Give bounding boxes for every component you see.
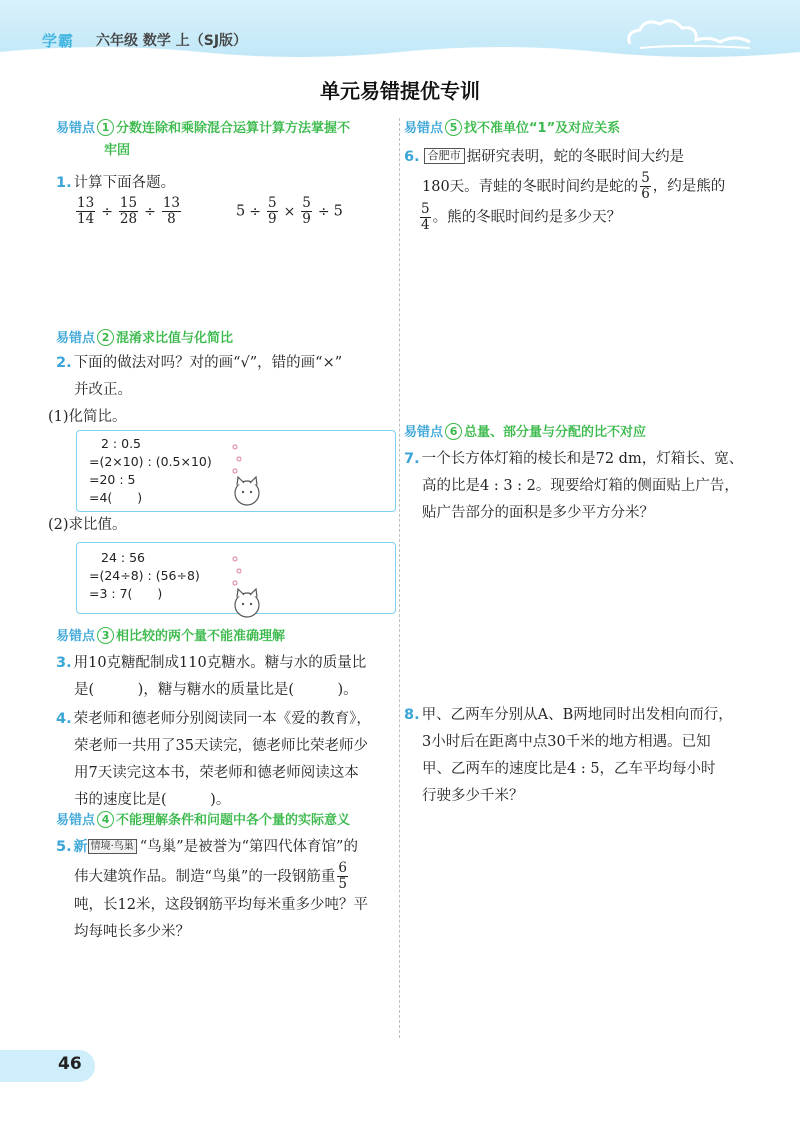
- scene-tag: 情境·鸟巢: [88, 839, 137, 854]
- question-6: 6. 合肥市 据研究表明，蛇的冬眠时间大约是 180天。青蛙的冬眠时间约是蛇的 $\frac{5}{6}$ ，约是熊的 $\frac{5}{4}$ 。熊的冬眠时间约是多少天？: [404, 149, 726, 233]
- question-1: 1. 计算下面各题。: [56, 175, 176, 191]
- q2-working-box-1: 2 : 0.5 =(2×10) : (0.5×10) =20 : 5 =4( ): [76, 430, 396, 512]
- city-tag: 合肥市: [424, 148, 465, 164]
- question-5: 5. 新 情境·鸟巢 “鸟巢”是被誉为“第四代体育馆”的 伟大建筑作品。制造“鸟巢”的一段钢筋重 $\frac{6}{5}$ 吨，长12米，这段钢筋平均每米重多少吨？平 均每吨长多少米？: [56, 834, 391, 946]
- section-heading-3: 易错点 3 相比较的两个量不能准确理解: [56, 629, 286, 644]
- question-8: 8. 甲、乙两车分别从A、B两地同时出发相向而行， 3小时后在距离中点30千米的地方相遇。已知 甲、乙两车的速度比是4 : 5，乙车平均每小时 行驶多少千米？: [404, 707, 733, 804]
- question-7: 7. 一个长方体灯箱的棱长和是72 dm，灯箱长、宽、 高的比是4 : 3 : 2。现要给灯箱的侧面贴上广告， 贴广告部分的面积是多少平方分米？: [404, 451, 744, 521]
- cartoon-cat-icon: [225, 553, 265, 623]
- section-heading-1: 易错点 1 分数连除和乘除混合运算计算方法掌握不 牢固: [56, 121, 351, 158]
- page-number: 46: [58, 1054, 82, 1074]
- book-title: 六年级 数学 上（SJ版）: [96, 33, 248, 49]
- q2-working-box-2: 24 : 56 =(24÷8) : (56÷8) =3 : 7( ): [76, 542, 396, 614]
- cartoon-cat-icon: [225, 441, 265, 511]
- brand-logo: 学霸: [42, 32, 75, 50]
- section-heading-2: 易错点 2 混淆求比值与化简比: [56, 331, 234, 346]
- section-heading-6: 易错点 6 总量、部分量与分配的比不对应: [404, 425, 647, 440]
- new-tag-icon: 新: [73, 839, 88, 855]
- section-heading-4: 易错点 4 不能理解条件和问题中各个量的实际意义: [56, 813, 351, 828]
- page-title: 单元易错提优专训: [320, 79, 480, 103]
- section-heading-5: 易错点 5 找不准单位“1”及对应关系: [404, 121, 621, 136]
- question-2: 2. 下面的做法对吗？对的画“√”，错的画“×” 并改正。 (1)化简比。: [48, 355, 343, 425]
- cloud-icon: [620, 14, 760, 54]
- question-3: 3. 用10克糖配制成110克糖水。糖与水的质量比 是( )，糖与糖水的质量比是( )。: [56, 655, 367, 698]
- question-4: 4. 荣老师和德老师分别阅读同一本《爱的教育》， 荣老师一共用了35天读完，德老师比荣老师少 用7天读完这本书，荣老师和德老师阅读这本 书的速度比是( )。: [56, 711, 371, 808]
- q2-part-2-label: (2)求比值。: [48, 517, 127, 533]
- q1-expression-1: $\frac{13}{14}$ ÷ $\frac{15}{28}$ ÷ $\frac{13}{8}$: [77, 195, 181, 227]
- q1-expression-2: 5 ÷ $\frac{5}{9}$ × $\frac{5}{9}$ ÷ 5: [236, 195, 343, 227]
- column-divider: [399, 118, 400, 1038]
